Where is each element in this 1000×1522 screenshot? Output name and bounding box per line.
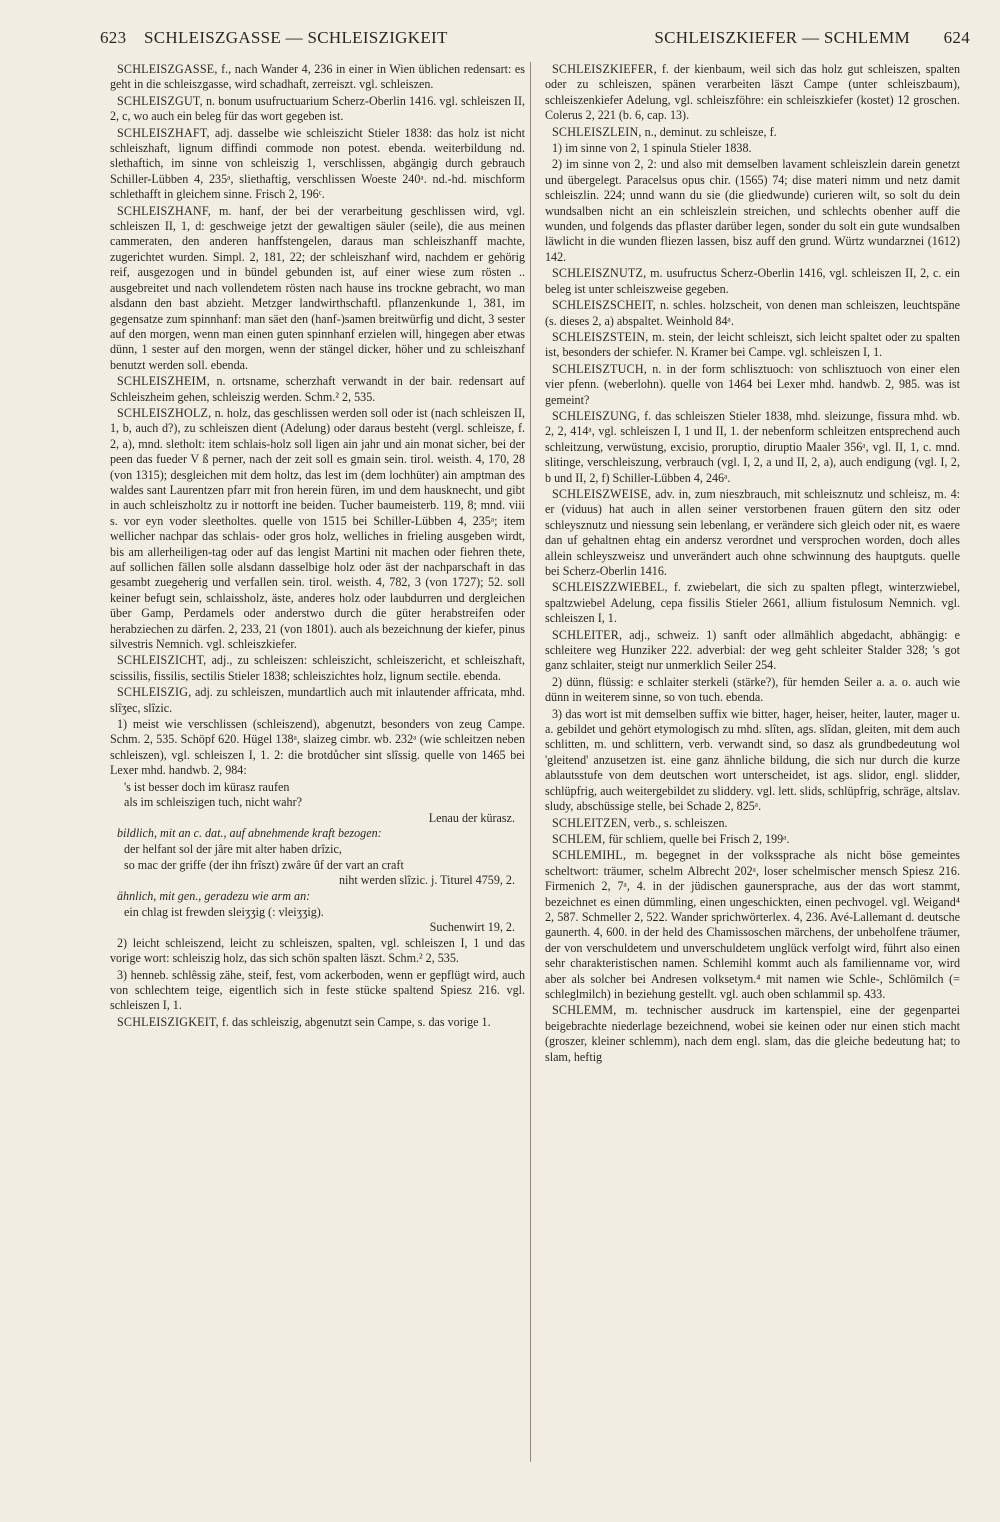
headword: SCHLEISZWEISE, [552,486,652,501]
headword: SCHLEITER, [552,627,623,642]
dictionary-entry [110,936,525,967]
headword: SCHLEISZUNG, [552,408,641,423]
running-title-left: SCHLEISZGASSE — SCHLEISZIGKEIT [144,28,448,47]
headword: SCHLEM, [552,831,606,846]
entry-text: adj., schweiz. 1) sanft oder allmählich abgedacht, abhängig: e schleitere weg Hunziker 222. adverbial: der weg geht schleiter Stalder 328; 's got ganz schlaiter, steigt nur unmerklich Seiler 254. [545,627,960,673]
quote-lenau [124,780,525,826]
headword: SCHLEISZHANF, [117,203,212,218]
entry-text: n. holz, das geschlissen werden soll oder ist (nach schleiszen II, 1, b, auch d?), zu schleiszen dient (Adelung) oder daraus besteht (vergl. schleisze, f. 2, a), mnd. sletholt: item schlais-holz soll ligen ain jahr und ain monat sicher, bei der peen das fueder V ß perner, nach der zeit soll es gmain sein. tirol. weisth. 4, 170, 28 (von 1315); desgleichen mit dem holtz, das lest im (dem lochhüter) ain amptman des waldes sant Laurentzen pfarr mit fron herein füren, im und dem hausknecht, und gibt in auch schleiszholtz zu ir nottorft ine beiden. Tucher baumeisterb. 119, 8; mnd. viii s. vor eyn voder sleetholtes. quelle von 1515 bei Schiller-Lübben 4, 235ᵃ; item wellicher nachpar das schlais- oder gros holz, welliches in frieling ausgeben wirdt, bis am allerheiligen-tag oder auf das lengist Martini nit machen oder fiehren thete, auf sollichen fällen solle alsdann dasselbige holz oder äst der nachparschaft in das gesambt zuegeherig und verfallen sein. tirol. weisth. 4, 782, 3 (von 1727); 52. soll keiner befugt sein, schlaissholz, äste, anderes holz oder laubdurren und dergleichen über Gamp, Perdamels oder anderstwo durch die güter herabstreifen oder herabziechen zu därfen. 2, 233, 21 (von 1801). auch als bezeichnung der kiefer, pinus silvestris Nemnich. vgl. schleiszkiefer. [110,405,526,652]
dictionary-entry [110,126,525,203]
headword: SCHLEISZHEIM, [117,374,210,389]
headword: SCHLEISZSCHEIT, [552,298,656,313]
headword: SCHLEISZNUTZ, [552,266,647,281]
dictionary-entry [545,580,960,626]
dictionary-entry [545,125,960,140]
dictionary-entry [545,628,960,674]
quote-line: niht werden slîzic. j. Titurel 4759, 2. [338,873,515,888]
entry-text: 1) im sinne von 2, 1 spinula Stieler 1838. [552,141,752,156]
dictionary-entry [545,157,960,265]
left-column [110,62,525,1031]
entry-text: n. in der form schlisztuoch: von schlisztuoch von einer elen vier pfenn. (weberlohn). quelle von 1464 bei Lexer mhd. handwb. 2, 985. was ist gemeint? [545,361,960,407]
page-header [100,28,970,54]
entry-text: n. schles. holzscheit, von denen man schleiszen, leuchtspäne (s. dieses 2, a) abspaltet. Weinhold 84ᵃ. [545,298,960,328]
dictionary-entry [545,487,960,579]
quote-suchenwirt [124,905,525,936]
left-tail-entries [110,936,525,1030]
quote-line: der helfant sol der jâre mit alter haben drîzic, [124,842,342,857]
headword: SCHLEISZIGKEIT, [117,1014,219,1029]
entry-text: 2) leicht schleiszend, leicht zu schleiszen, spalten, vgl. schleiszen I, 1 und das vorige wort: schleiszig holz, das sich schön spalten läszt. Schm.² 2, 535. [110,935,525,966]
entry-text: m. begegnet in der volkssprache als nicht böse gemeintes scheltwort: träumer, schelm Albrecht 202ᵃ, loser schelmischer mensch Spiesz 216. Firmenich 2, 7ᵃ, 4. in der jüdischen gaunersprache, aus der das wort stammt, bezeichnet es einen dümmling, einen ungeschickten, einen pechvogel. vgl. Weigand⁴ 2, 587. Schmeller 2, 522. Wander sprichwörterlex. 4, 236. Avé-Lallemant d. deutsche gaunerth. 4, 600. in der held des Chamissoschen märchens, der unbeholfene träumer, der von verschuldetem und unverschuldetem unglück verfolgt wird, führt also einen sehr charakteristischen namen. Schlemihl kommt auch als familienname vor, wird aber als solcher bei Andresen volksetym.⁴ mit namen wie Schle-, Schlömilch (= schleglmilch) in beziehung gestellt. vgl. auch oben schlammil sp. 433. [545,848,960,1001]
dictionary-entry [545,675,960,706]
headword: SCHLEISZKIEFER, [552,62,657,76]
entry-text: adv. in, zum nieszbrauch, mit schleisznutz und schleisz, m. 4: er (viduus) hat auch in allen seiner verstorbenen frauen gütern den sitz oder schleysznutz und niessung sein lebenlang, er verändere sich gleich oder nit, es waere dan uf gehaltnen ehtag ein andersz verordnet und versprochen worden, doch alles allein schleyszweisz und unverändert auch ohne schwinnung des hauptguts. quelle bei Scherz-Oberlin 1416. [545,486,960,578]
dictionary-entry [545,1003,960,1065]
entry-text: 1) meist wie verschlissen (schleiszend), abgenutzt, besonders von zeug Campe. Schm. 2, 535. Schöpf 620. Hügel 138ᵃ, slaizeg cimbr. wb. 232ᵃ (wie schleitzen neben schleiszen), vgl. schleiszen I, 1. 2: die brotdůcher sint slîssig. quelle von 1465 bei Lexer mhd. handwb. 2, 984: [110,717,525,778]
dictionary-entry [545,832,960,847]
entry-text: f. zwiebelart, die sich zu spalten pflegt, winterzwiebel, spaltzwiebel Adelung, cepa fissilis Stieler 2661, allium fistulosum Nemnich. vgl. schleiszen I, 1. [545,580,961,626]
quote-line: als im schleiszigen tuch, nicht wahr? [124,795,302,810]
headword: SCHLEISZHAFT, [117,125,210,140]
headword: SCHLEMM, [552,1003,617,1018]
page-number-left: 623 [100,28,127,47]
page-number-right: 624 [943,28,970,47]
quote-line: so mac der griffe (der ihn frîszt) zwâre ûf der vart an craft [124,857,404,872]
quote-source: Lenau der kürasz. [428,810,515,825]
headword: SCHLEISZICHT, [117,653,207,668]
entry-text: n., deminut. zu schleisze, f. [644,124,777,139]
dictionary-entry [110,94,525,125]
quote-line: 's ist besser doch im kürasz raufen [124,779,290,794]
entry-text: adj., zu schleiszen: schleiszicht, schleiszericht, et schleiszhaft, scissilis, fissilis, sectilis Stieler 1838; schleiszichtes holz, lignum sectile. ebenda. [110,653,525,683]
entry-text: 3) henneb. schlêssig zähe, steif, fest, vom ackerboden, wenn er gepflügt wird, auch von schlechtem teige, eigentlich sich in feste stücke spaltend Spiesz 216. vgl. schleiszen I, 1. [110,967,525,1013]
entry-text: f., nach Wander 4, 236 in einer in Wien üblichen redensart: es geht in die schleiszgasse, wird schadhaft, zerreiszt. vgl. schleiszen. [110,62,525,92]
dictionary-entry [110,717,525,779]
dictionary-entry [545,707,960,815]
dictionary-entry [110,406,525,653]
entry-text: f. der kienbaum, weil sich das holz gut schleiszen, spalten oder zu schleiszen, spänen verarbeiten läszt Campe (unter schleiszbaum), schleiszenkiefer Adelung, vgl. schleiszföhre: ein schleiszkiefer (kostet) 12 groschen. Colerus 2, 221 (b. 6, cap. 13). [545,62,960,123]
entry-text: m. stein, der leicht schleiszt, sich leicht spaltet oder zu spalten ist, besonders der schiefer. N. Kramer bei Campe. vgl. schleiszen I, 1. [545,329,960,360]
dictionary-entry [545,362,960,408]
right-entries [545,62,960,1065]
entry-text: n. bonum usufructuarium Scherz-Oberlin 1416. vgl. schleiszen II, 2, c, wo auch ein beleg für das wort gegeben ist. [110,93,525,124]
dictionary-entry [545,62,960,124]
dictionary-entry [110,968,525,1014]
headword: SCHLEISZSTEIN, [552,329,649,344]
dictionary-entry [110,1015,525,1030]
entry-text: 3) das wort ist mit demselben suffix wie bitter, hager, heiser, heiter, lauter, mager u. a. gebildet und gehört etymologisch zu mhd. slîten, ags. slîdan, gleiten, mit dem auch schlitten, m. und schlittern, verb. verwandt sind, so dasz als grundbedeutung wol 'gleitend' anzusetzen ist. eine ganz ähnliche bildung, die sich nur durch die kurze ablautsstufe von dem deutschen wort unterscheidet, ist ags. slidor, engl. slidder, schlüpfrig, auch weitergebildet zu sliddery. vgl. lett. slids, schlüpfrig, schräge, altslav. sludy, abschüssige stelle, bei Schade 2, 825ᵃ. [545,706,960,814]
entry-text: bildlich, mit an c. dat., auf abnehmende kraft bezogen: [117,825,382,840]
entry-text: m. technischer ausdruck im kartenspiel, eine der gegenpartei beigebrachte niederlage bezeichnend, wobei sie keinen oder nur einen stich macht (groszer, kleiner schlemm), nach dem engl. slam, das die gleiche bedeutung hat; to slam, heftig [545,1003,960,1064]
dictionary-entry [545,409,960,486]
dictionary-entry [110,653,525,684]
headword: SCHLEMIHL, [552,848,627,863]
entry-text: verb., s. schleiszen. [633,815,728,830]
entry-text: f. das schleiszen Stieler 1838, mhd. sleizunge, fissura mhd. wb. 2, 2, 414ᵃ, vgl. schleiszen I, 1 und II, 1. der nebenform schleitzen entsprechend auch schleitzung, verwüstung, excisio, proruptio, diruptio Maaler 356ᵃ, vgl. II, 1, c. mnd. slitinge, verschleiszung, verbrauch (vgl. I, 2, a und II, 2, a), auch endigung (vgl. I, 2, b und II, 2, f) Schiller-Lübben 4, 246ᵃ. [545,408,960,485]
entry-text: 2) im sinne von 2, 2: und also mit demselben lavament schleiszlein darein genetzt und übergelegt. Paracelsus opus chir. (1565) 74; dise materi nimm und netz damit schleiszlin. 224; unnd wann du sie (die gliedwunde) curieren wilt, so solt du dein wundsalben nicht an ein schleiszlein streichen, und schlechts obenher auff die wunden, und folgends das pflaster darüber legen, sonder du solt ein gute wundsalben läwlicht in die wunden fliezen lassen, bisz auff den grund. Würtz wundarznei (1612) 142. [545,157,960,264]
entry-text: ähnlich, mit gen., geradezu wie arm an: [117,888,311,903]
headword: SCHLEISZIG, [117,685,192,700]
quote-source: Suchenwirt 19, 2. [429,920,515,935]
headword: SCHLEISZLEIN, [552,124,642,139]
entry-text: 2) dünn, flüssig: e schlaiter sterkeli (stärke?), für hemden Seiler a. a. o. auch wie dünn in weiterem sinne, so von tuch. ebenda. [545,674,960,705]
dictionary-entry [545,816,960,831]
entry-text: adj. dasselbe wie schleiszicht Stieler 1838: das holz ist nicht schleiszhaft, lignum diffindi commode non potest. ebenda. weiterbildung nd. slethaftich, im sinne von schleiszig 1, verschlissen, abgängig durch gebrauch Schiller-Lübben 4, 235ᵃ, sliethaftig, verschlissen Woeste 240ᵃ. nd.-hd. mischform schlethafft in gleichem sinne. Frisch 2, 196ᶜ. [110,125,525,202]
headword: SCHLEISZTUCH, [552,361,647,376]
dictionary-entry [545,330,960,361]
entry-text: f. das schleiszig, abgenutzt sein Campe, s. das vorige 1. [221,1014,491,1029]
dictionary-entry [110,204,525,373]
dictionary-entry [545,266,960,297]
entry-text: für schliem, quelle bei Frisch 2, 199ᵃ. [608,831,790,846]
headword: SCHLEISZZWIEBEL, [552,580,668,595]
entry-text: m. usufructus Scherz-Oberlin 1416, vgl. schleiszen II, 2, c. ein beleg ist unter schleiszweise gegeben. [545,266,960,296]
left-entries [110,62,525,779]
entry-text: n. ortsname, scherzhaft verwandt in der bair. redensart auf Schleiszheim gehen, schleiszig werden. Schm.² 2, 535. [110,374,525,404]
entry-text: m. hanf, der bei der verarbeitung geschlissen wird, vgl. schleiszen II, 1, d: geschweige jetzt der gewaltigen säuler (seile), die aus meinen cammeraten, den anderen hanffstengelen, daraus man schleiszhanff machte, zugerichtet wurden. Simpl. 2, 181, 22; der schleiszhanf wird, nachdem er gehörig reif, ausgezogen und in bündel gebunden ist, auf einer wiese zum rösten .. ausgebreitet und nach vollendetem rösten nach hause ins trockne gebracht, wo man alsdann den bast abzieht. Metzger landwirthschaftl. pflanzenkunde 1, 381, im gegensatze zum spinnhanf: man säet den (hanf-)samen breitwürfig und dicht, 3 sester auf den morgen, wenn man einen guten spinnhanf erzielen will, hingegen aber etwas dünn, 1 sester auf den morgen, wenn der stängel dicker, höher und zu schleiszhanf benutzt werden soll. ebenda. [110,203,525,372]
headword: SCHLEITZEN, [552,815,631,830]
dictionary-entry [545,298,960,329]
running-title-right: SCHLEISZKIEFER — SCHLEMM [654,28,910,47]
entry-text: adj. zu schleiszen, mundartlich auch mit inlautender affricata, mhd. slîʒec, slîzic. [110,685,526,715]
dictionary-entry [110,374,525,405]
dictionary-entry [110,62,525,93]
dictionary-entry [110,685,525,716]
dictionary-entry [545,848,960,1002]
headword: SCHLEISZHOLZ, [117,405,212,420]
headword: SCHLEISZGUT, [117,93,203,108]
quote-titurel [124,842,525,888]
quote-line: ein chlag ist frewden sleiʒʒig (: vleiʒʒig). [124,904,324,919]
dictionary-entry [545,141,960,156]
headword: SCHLEISZGASSE, [117,62,218,76]
column-divider [530,62,531,1462]
right-column [545,62,960,1066]
